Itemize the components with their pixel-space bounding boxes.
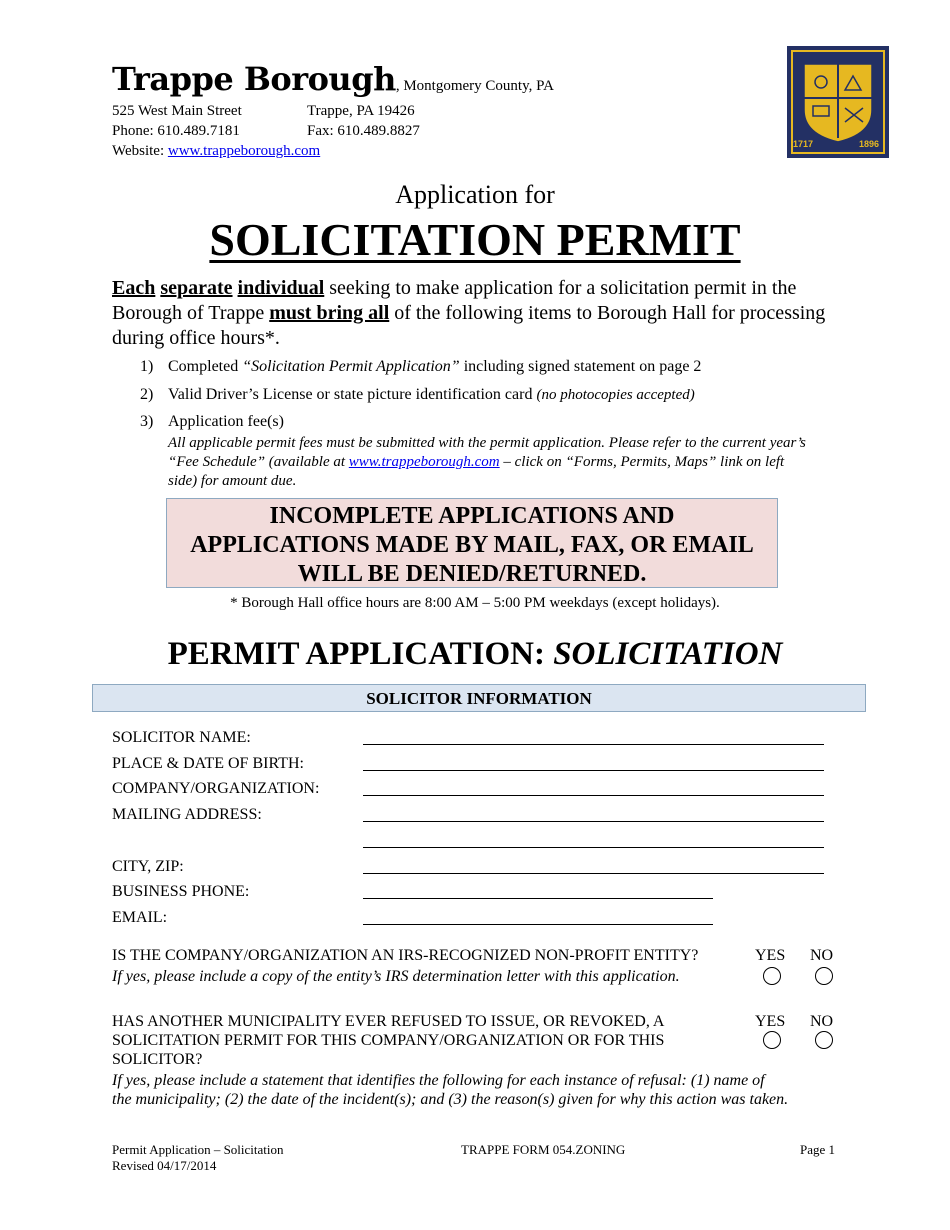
item-2-text — [168, 386, 695, 404]
intro-separate: separate — [160, 277, 233, 299]
permit-application-title — [0, 636, 950, 673]
section-header-solicitor-info: SOLICITOR INFORMATION — [92, 684, 866, 712]
question-nonprofit-note: If yes, please include a copy of the entity’s IRS determination letter with this application. — [112, 968, 680, 985]
fax-number: Fax: 610.489.8827 — [307, 123, 420, 139]
warning-line-3: WILL BE DENIED/RETURNED. — [297, 561, 647, 587]
item-2-pre: Valid Driver’s License or state picture identification card — [168, 386, 537, 403]
label-place-date-birth: PLACE & DATE OF BIRTH: — [112, 755, 304, 772]
q1-no-label: NO — [810, 947, 834, 964]
warning-line-1: INCOMPLETE APPLICATIONS AND — [269, 503, 675, 529]
item-1-number: 1) — [140, 358, 154, 375]
seal-year-right: 1896 — [859, 139, 880, 149]
footer-page-number: Page 1 — [800, 1142, 836, 1157]
borough-name: Trappe Borough — [112, 60, 396, 98]
field-company-organization[interactable] — [363, 794, 824, 796]
label-email: EMAIL: — [112, 909, 168, 926]
item-1-italic: “Solicitation Permit Application” — [242, 358, 460, 375]
borough-seal-icon — [787, 46, 889, 158]
footer-form-number: TRAPPE FORM 054.ZONING — [461, 1142, 626, 1157]
item-1-text — [168, 358, 701, 376]
intro-individual: individual — [237, 277, 325, 299]
label-business-phone: BUSINESS PHONE: — [112, 883, 250, 900]
field-solicitor-name[interactable] — [363, 743, 824, 745]
title-solicitation-permit: SOLICITATION PERMIT — [209, 214, 741, 265]
intro-paragraph — [112, 276, 842, 351]
question-refused-note-2: the municipality; (2) the date of the incident(s); and (3) the reason(s) given for why this action was taken. — [112, 1091, 789, 1108]
warning-box — [166, 498, 778, 588]
intro-must-bring-all: must bring all — [269, 302, 390, 324]
intro-text-2: of the following items to Borough Hall for processing during office hours*. — [112, 302, 826, 349]
field-mailing-address-2[interactable] — [363, 846, 824, 848]
intro-each: Each — [112, 277, 156, 299]
label-solicitor-name: SOLICITOR NAME: — [112, 729, 251, 746]
website-line — [112, 141, 320, 161]
field-business-phone[interactable] — [363, 897, 713, 899]
fee-note-text-a: All applicable permit fees must be submitted with the permit application. Please refer to the current year’s “Fee Schedule” (available at — [168, 435, 806, 470]
warning-line-2: APPLICATIONS MADE BY MAIL, FAX, OR EMAIL — [190, 532, 754, 558]
field-place-date-birth[interactable] — [363, 769, 824, 771]
label-company-organization: COMPANY/ORGANIZATION: — [112, 780, 320, 797]
footer-revised-date: Revised 04/17/2014 — [112, 1158, 217, 1173]
seal-year-left: 1717 — [793, 139, 814, 149]
intro-text-1: seeking to make application for a solicitation permit in the Borough of Trappe — [112, 277, 797, 324]
permit-title-main: PERMIT APPLICATION: — [167, 636, 554, 672]
q2-yes-label: YES — [755, 1013, 786, 1030]
label-mailing-address: MAILING ADDRESS: — [112, 806, 262, 823]
q1-no-radio[interactable] — [815, 967, 833, 985]
q1-yes-radio[interactable] — [763, 967, 781, 985]
office-hours-note: * Borough Hall office hours are 8:00 AM – 5:00 PM weekdays (except holidays). — [230, 595, 720, 611]
title-application-for: Application for — [395, 180, 555, 209]
question-refused-line-3: SOLICITOR? — [112, 1051, 203, 1068]
item-3-text: Application fee(s) — [168, 413, 284, 430]
footer-form-name: Permit Application – Solicitation — [112, 1142, 284, 1157]
field-city-zip[interactable] — [363, 872, 824, 874]
q2-yes-radio[interactable] — [763, 1031, 781, 1049]
q2-no-label: NO — [810, 1013, 834, 1030]
fee-note-link[interactable]: www.trappeborough.com — [348, 454, 500, 470]
borough-heading — [112, 60, 554, 98]
phone-number: Phone: 610.489.7181 — [112, 123, 240, 139]
q2-no-radio[interactable] — [815, 1031, 833, 1049]
question-nonprofit: IS THE COMPANY/ORGANIZATION AN IRS-RECOGNIZED NON-PROFIT ENTITY? — [112, 947, 699, 964]
fee-note-text-b: – click on “Forms, Permits, Maps” link on left side) for amount due. — [168, 454, 785, 489]
item-1-post: including signed statement on page 2 — [459, 358, 702, 375]
field-email[interactable] — [363, 923, 713, 925]
street-address: 525 West Main Street — [112, 103, 242, 119]
website-label: Website: — [112, 143, 168, 159]
field-mailing-address-1[interactable] — [363, 820, 824, 822]
q1-yes-label: YES — [755, 947, 786, 964]
item-3-number: 3) — [140, 413, 154, 430]
website-link[interactable]: www.trappeborough.com — [167, 143, 321, 159]
county-label: , Montgomery County, PA — [395, 78, 554, 94]
item-2-number: 2) — [140, 386, 154, 403]
question-refused-note-1: If yes, please include a statement that identifies the following for each instance of refusal: (1) name of — [112, 1072, 765, 1089]
question-refused-line-2: SOLICITATION PERMIT FOR THIS COMPANY/ORGANIZATION OR FOR THIS — [112, 1032, 665, 1049]
label-city-zip: CITY, ZIP: — [112, 858, 184, 875]
fee-note — [168, 434, 808, 491]
city-state-zip: Trappe, PA 19426 — [307, 103, 415, 119]
permit-title-italic: SOLICITATION — [553, 636, 783, 672]
question-refused-line-1: HAS ANOTHER MUNICIPALITY EVER REFUSED TO ISSUE, OR REVOKED, A — [112, 1013, 665, 1030]
item-1-pre: Completed — [168, 358, 243, 375]
item-2-italic: (no photocopies accepted) — [536, 387, 695, 403]
